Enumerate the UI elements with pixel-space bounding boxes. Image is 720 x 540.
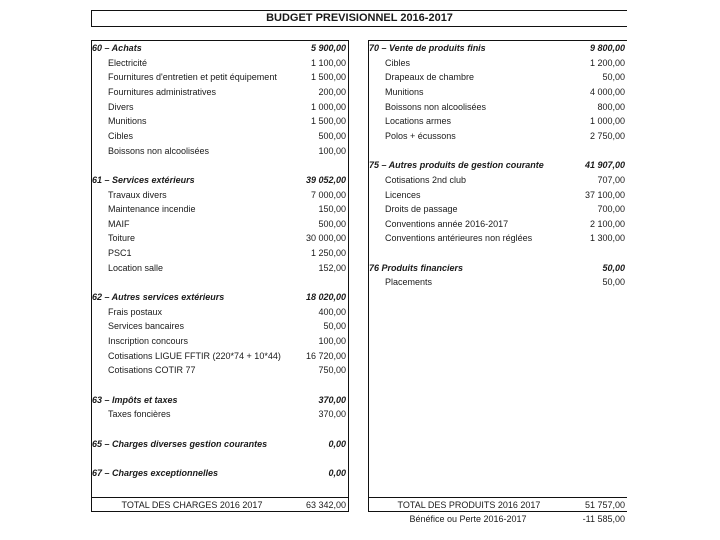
line-item-row [369, 56, 627, 70]
line-item-row [92, 334, 348, 348]
line-item-label: Taxes foncières [108, 409, 171, 420]
result-label: Bénéfice ou Perte 2016-2017 [409, 514, 527, 524]
line-item-label: MAIF [108, 218, 130, 229]
category-label: 61 – Services extérieurs [92, 174, 195, 185]
line-item-label: Travaux divers [108, 189, 167, 200]
line-item-label: Frais postaux [108, 306, 163, 317]
line-item-row [92, 217, 348, 231]
line-item-row [92, 188, 348, 202]
category-label: 63 – Impôts et taxes [92, 394, 178, 405]
line-item-amount: 1 300,00 [589, 233, 625, 244]
line-item-label: Locations armes [385, 116, 452, 127]
line-item-label: Services bancaires [108, 321, 185, 332]
line-item-row [92, 70, 348, 84]
line-item-amount: 1 000,00 [310, 101, 346, 112]
line-item-label: Conventions antérieures non réglées [385, 233, 533, 244]
produits-total-row [369, 498, 627, 512]
result-row [368, 512, 627, 526]
line-item-label: Conventions année 2016-2017 [385, 218, 509, 229]
line-item-row [369, 188, 627, 202]
line-item-label: Cotisations LIGUE FFTIR (220*74 + 10*44) [108, 350, 281, 361]
line-item-amount: 707,00 [597, 174, 625, 185]
line-item-row [92, 144, 348, 158]
line-item-label: Munitions [385, 86, 424, 97]
line-item-row [92, 231, 348, 245]
category-amount: 39 052,00 [305, 174, 346, 185]
line-item-amount: 1 000,00 [589, 116, 625, 127]
line-item-row [92, 407, 348, 421]
category-label: 76 Produits financiers [369, 262, 464, 273]
line-item-amount: 152,00 [318, 262, 346, 273]
category-label: 67 – Charges exceptionnelles [92, 467, 219, 478]
line-item-amount: 1 200,00 [589, 57, 625, 68]
line-item-row [369, 231, 627, 245]
category-label: 62 – Autres services extérieurs [92, 292, 225, 303]
category-label: 75 – Autres produits de gestion courante [369, 160, 544, 171]
produits-total-amount: 51 757,00 [584, 500, 625, 510]
category-label: 70 – Vente de produits finis [369, 43, 486, 53]
line-item-label: Boissons non alcoolisées [385, 101, 487, 112]
category-amount: 50,00 [602, 262, 625, 273]
line-item-amount: 50,00 [323, 321, 346, 332]
line-item-amount: 100,00 [318, 145, 346, 156]
line-item-amount: 2 100,00 [589, 218, 625, 229]
line-item-amount: 7 000,00 [310, 189, 346, 200]
line-item-row [369, 100, 627, 114]
line-item-label: Toiture [108, 233, 136, 244]
category-amount: 41 907,00 [584, 160, 625, 171]
line-item-amount: 200,00 [318, 86, 346, 97]
line-item-label: PSC1 [108, 248, 132, 259]
category-row [369, 41, 627, 55]
line-item-amount: 2 750,00 [589, 130, 625, 141]
produits-total-label: TOTAL DES PRODUITS 2016 2017 [397, 500, 541, 510]
line-item-label: Cotisations COTIR 77 [108, 365, 196, 376]
line-item-row [369, 85, 627, 99]
line-item-label: Cibles [385, 57, 411, 68]
category-amount: 5 900,00 [310, 43, 346, 53]
category-row [369, 158, 627, 172]
line-item-label: Cotisations 2nd club [385, 174, 467, 185]
line-item-label: Location salle [108, 262, 164, 273]
line-item-row [369, 202, 627, 216]
line-item-amount: 500,00 [318, 218, 346, 229]
line-item-amount: 800,00 [597, 101, 625, 112]
line-item-row [369, 217, 627, 231]
line-item-label: Inscription concours [108, 336, 189, 346]
line-item-row [92, 100, 348, 114]
line-item-amount: 30 000,00 [305, 233, 346, 244]
line-item-label: Cibles [108, 130, 134, 141]
line-item-label: Electricité [108, 57, 148, 68]
line-item-row [92, 305, 348, 319]
line-item-row [92, 129, 348, 143]
category-row [92, 393, 348, 407]
line-item-amount: 400,00 [318, 306, 346, 317]
line-item-amount: 4 000,00 [589, 86, 625, 97]
line-item-row [92, 261, 348, 275]
line-item-label: Droits de passage [385, 204, 458, 215]
line-item-amount: 500,00 [318, 130, 346, 141]
category-row [369, 261, 627, 275]
charges-total-label: TOTAL DES CHARGES 2016 2017 [121, 500, 263, 510]
category-amount: 0,00 [328, 467, 346, 478]
line-item-row [92, 319, 348, 333]
line-item-amount: 1 250,00 [310, 248, 346, 259]
line-item-label: Munitions [108, 116, 147, 127]
charges-total-amount: 63 342,00 [305, 500, 346, 510]
line-item-amount: 750,00 [318, 365, 346, 376]
line-item-row [369, 70, 627, 84]
category-row [92, 290, 348, 304]
line-item-amount: 50,00 [602, 72, 625, 83]
category-amount: 18 020,00 [305, 292, 346, 303]
line-item-amount: 370,00 [318, 409, 346, 420]
produits-panel [368, 40, 627, 512]
line-item-label: Fournitures d'entretien et petit équipement [108, 72, 277, 83]
line-item-label: Licences [385, 189, 421, 200]
line-item-label: Polos + écussons [385, 130, 456, 141]
line-item-label: Divers [108, 101, 134, 112]
category-label: 65 – Charges diverses gestion courantes [92, 438, 268, 449]
line-item-amount: 150,00 [318, 204, 346, 215]
line-item-row [92, 363, 348, 377]
line-item-amount: 37 100,00 [584, 189, 625, 200]
category-row [92, 466, 348, 480]
category-row [92, 437, 348, 451]
category-row [92, 173, 348, 187]
line-item-label: Boissons non alcoolisées [108, 145, 210, 156]
line-item-label: Placements [385, 277, 433, 288]
line-item-label: Maintenance incendie [108, 204, 196, 215]
line-item-amount: 1 100,00 [310, 57, 346, 68]
category-label: 60 – Achats [92, 43, 142, 53]
category-amount: 0,00 [328, 438, 346, 449]
line-item-row [92, 349, 348, 363]
line-item-row [369, 275, 627, 289]
result-amount: -11 585,00 [582, 514, 625, 524]
category-row [92, 41, 348, 55]
line-item-amount: 700,00 [597, 204, 625, 215]
line-item-amount: 1 500,00 [310, 116, 346, 127]
line-item-row [92, 202, 348, 216]
line-item-row [369, 129, 627, 143]
page-title: BUDGET PREVISIONNEL 2016-2017 [91, 10, 627, 27]
line-item-amount: 100,00 [318, 336, 346, 346]
line-item-row [369, 114, 627, 128]
line-item-row [92, 246, 348, 260]
line-item-row [92, 114, 348, 128]
line-item-label: Fournitures administratives [108, 86, 217, 97]
category-amount: 370,00 [318, 394, 346, 405]
line-item-label: Drapeaux de chambre [385, 72, 475, 83]
line-item-amount: 1 500,00 [310, 72, 346, 83]
line-item-row [369, 173, 627, 187]
charges-total-row [92, 498, 348, 512]
line-item-amount: 50,00 [602, 277, 625, 288]
line-item-row [92, 85, 348, 99]
charges-panel [91, 40, 349, 512]
line-item-amount: 16 720,00 [305, 350, 346, 361]
line-item-row [92, 56, 348, 70]
category-amount: 9 800,00 [589, 43, 625, 53]
